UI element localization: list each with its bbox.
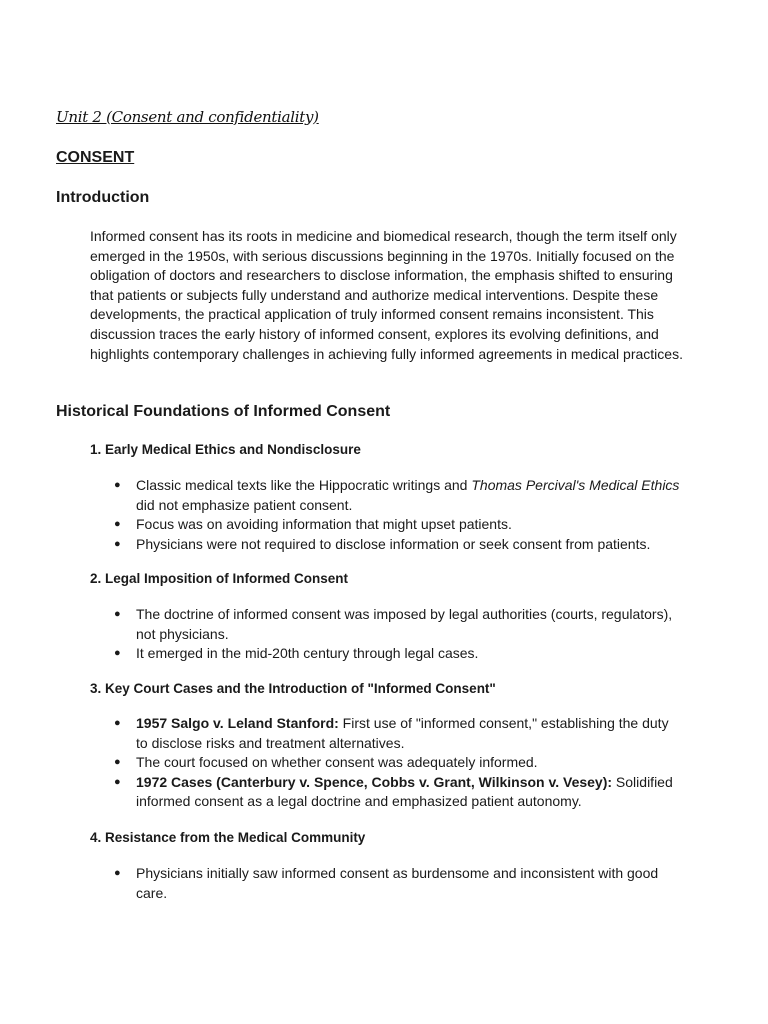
list-item-text: The court focused on whether consent was adequately informed. <box>136 754 538 771</box>
bullet-icon: ● <box>114 717 121 729</box>
section-3-list <box>112 714 682 812</box>
bullet-icon: ● <box>114 537 121 550</box>
introduction-heading: Introduction <box>56 189 150 206</box>
section-1-list <box>112 476 682 554</box>
section-3-title: 3. Key Court Cases and the Introduction of "Informed Consent" <box>90 681 496 696</box>
section-1-title: 1. Early Medical Ethics and Nondisclosure <box>90 442 361 457</box>
bullet-icon: ● <box>114 867 121 879</box>
list-item-text: did not emphasize patient consent. <box>136 496 353 513</box>
unit-title: Unit 2 (Consent and confidentiality) <box>56 108 319 126</box>
bullet-icon: ● <box>114 479 121 491</box>
list-item <box>112 864 682 903</box>
section-2-list <box>112 605 682 664</box>
list-item-text: The doctrine of informed consent was imposed by legal authorities (courts, regulators), not physicians. <box>136 606 673 642</box>
bullet-icon: ● <box>114 756 121 769</box>
section-2-title: 2. Legal Imposition of Informed Consent <box>90 571 349 586</box>
consent-heading: CONSENT <box>56 149 135 166</box>
list-item-text: Classic medical texts like the Hippocratic writings and <box>136 477 472 493</box>
list-item-text: Solidified informed consent as a legal doctrine and emphasized patient autonomy. <box>136 773 673 810</box>
case-name: 1957 Salgo v. Leland Stanford: <box>136 715 339 731</box>
list-item <box>112 714 682 753</box>
list-item <box>112 773 682 812</box>
section-4-list <box>112 864 682 903</box>
historical-foundations-heading: Historical Foundations of Informed Consent <box>56 403 391 420</box>
book-title: Thomas Percival's Medical Ethics <box>471 477 680 493</box>
list-item-text: Physicians were not required to disclose information or seek consent from patients. <box>136 535 651 552</box>
list-item-text: Focus was on avoiding information that might upset patients. <box>136 516 512 533</box>
list-item <box>112 515 682 535</box>
list-item <box>112 644 682 664</box>
introduction-paragraph: Informed consent has its roots in medicine and biomedical research, though the term itself only emerged in the 1950s, with serious discussions beginning in the 1970s. Initially focused on the obligation of doctors and researchers to disclose information, the emphasis shifted to ensuring that patients or subjects fully understand and authorize medical interventions. Despite these developments, the practical application of truly informed consent remains inconsistent. This discussion traces the early history of informed consent, explores its evolving definitions, and highlights contemporary challenges in achieving fully informed agreements in medical practices. <box>90 228 683 362</box>
list-item <box>112 605 682 644</box>
case-name: 1972 Cases (Canterbury v. Spence, Cobbs v. Grant, Wilkinson v. Vesey): <box>136 773 613 790</box>
list-item <box>112 535 682 555</box>
bullet-icon: ● <box>114 647 121 660</box>
list-item-text: First use of "informed consent," establishing the duty to disclose risks and treatment alternatives. <box>136 715 669 751</box>
bullet-icon: ● <box>114 608 121 620</box>
list-item <box>112 753 682 773</box>
bullet-icon: ● <box>114 518 121 531</box>
list-item-text: It emerged in the mid-20th century through legal cases. <box>136 645 479 662</box>
section-4-title: 4. Resistance from the Medical Community <box>90 830 366 845</box>
list-item-text: Physicians initially saw informed consent as burdensome and inconsistent with good care. <box>136 865 659 901</box>
list-item <box>112 476 682 515</box>
bullet-icon: ● <box>114 775 121 788</box>
